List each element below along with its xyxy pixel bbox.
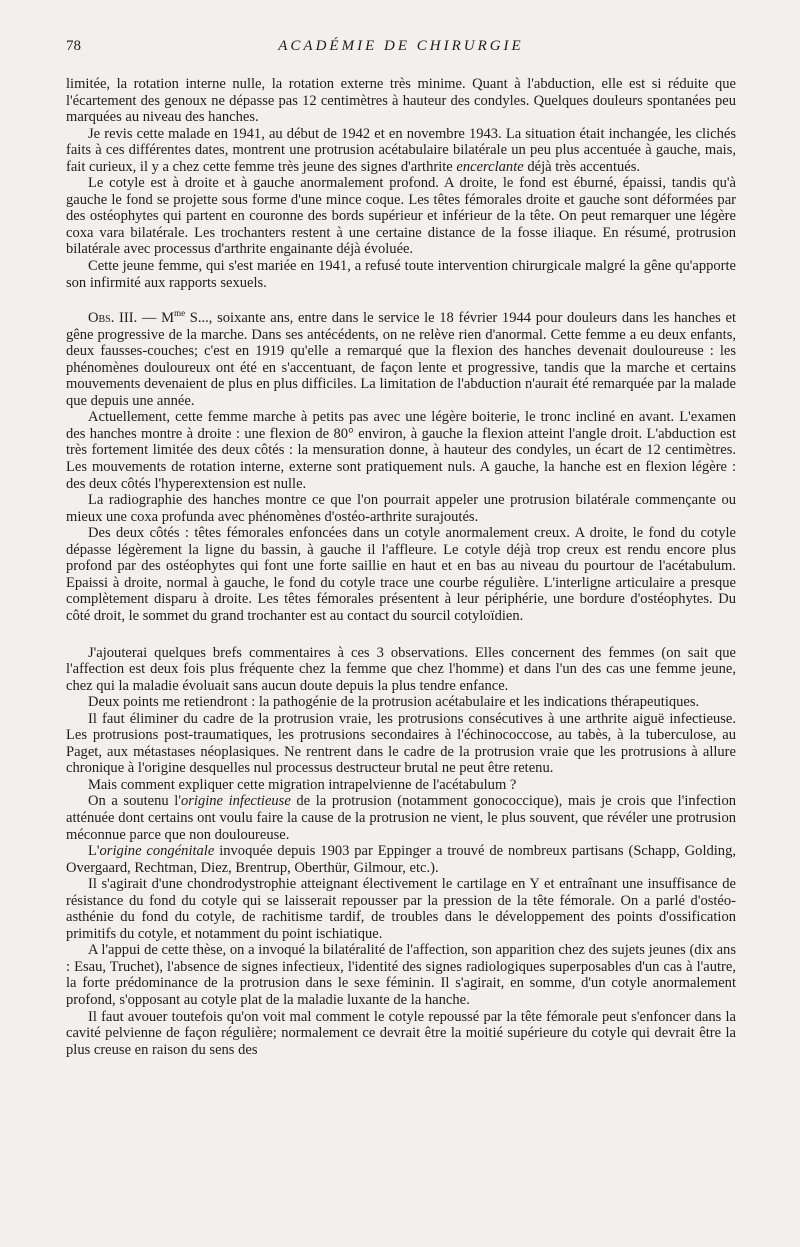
running-title: ACADÉMIE DE CHIRURGIE xyxy=(278,38,524,54)
paragraph-12: Mais comment expliquer cette migration intrapelvienne de l'acétabulum ? xyxy=(88,776,517,793)
obs-superscript: me xyxy=(174,308,186,319)
paragraph-8: Des deux côtés : têtes fémorales enfoncées dans un cotyle anormalement creux. A droite, le fond du cotyle dépasse légèrement la ligne du bassin, à gauche il l'affleure. Le cotyle déjà trop creux est rendu encore plus profond par des ostéophytes qui font une forte saillie en haut et en bas au niveau du pourtour de l'acétabulum. Epaissi à droite, normal à gauche, le fond du cotyle trace une courbe régulière. L'interligne articulaire a presque complètement disparu à droite. Les têtes fémorales présentent à leur périphérie, une bordure d'ostéophytes. Du côté droit, le sommet du grand trochanter est au contact du sourcil cotyloïdien. xyxy=(66,525,736,624)
p13-text: de la protrusion (notamment gonococcique), mais je crois que l'infection atténuée dont certains ont voulu faire la cause de la protrusion ne vient, le plus souvent, que révéler une protrusion méconnue parce que non douloureuse. xyxy=(66,793,737,843)
p14-italic: origine congénitale xyxy=(99,843,215,860)
paragraph-11: Il faut éliminer du cadre de la protrusion vraie, les protrusions consécutives à une arthrite aiguë infectieuse. Les protrusions post-traumatiques, les protrusions secondaires à l'échinococcose, au tabès, à la tuberculose, au Paget, aux métastases néoplasiques. Ne rentrent dans le cadre de la protrusion vraie que les protrusions à allure chronique à l'origine desquelles nul processus destructeur brutal ne peut être retenu. xyxy=(66,710,736,777)
paragraph-15: Il s'agirait d'une chondrodystrophie atteignant électivement le cartilage en Y et entraînant une insuffisance de résistance du fond du cotyle qui se laisserait repousser par la pression de la tête fémorale. On a parlé d'ostéo-asthénie du fond du cotyle, de rachitisme tardif, de troubles dans le développement des points d'ossification primitifs du cotyle, et notamment du point ischiatique. xyxy=(66,876,736,942)
p13-lead: On a soutenu l' xyxy=(88,793,181,810)
p2-italic: encerclante xyxy=(456,158,524,175)
paragraph-14 xyxy=(66,843,736,876)
p2-tail: déjà très accentués. xyxy=(527,158,641,175)
p14-text: invoquée depuis 1903 par Eppinger a trouvé de nombreux partisans (Schapp, Golding, Overgaard, Rechtman, Diez, Brentrup, Oberthür, Gilmour, etc.). xyxy=(66,843,736,876)
observation-3-paragraph xyxy=(66,310,736,409)
paragraph-3: Le cotyle est à droite et à gauche anormalement profond. A droite, le fond est éburné, épaissi, tandis qu'à gauche le fond se projette sous forme d'une mince coque. Les têtes fémorales droite et gauche sont déformées par des ostéophytes qui partent en couronne des bords supérieur et inférieur de la tête. On peut remarquer une légère coxa vara bilatérale. Les trochanters restent à une certaine distance de la fosse iliaque. En résumé, protrusion bilatérale avec processus d'arthrite engainante déjà évoluée. xyxy=(66,175,736,258)
paragraph-1: limitée, la rotation interne nulle, la rotation externe très minime. Quant à l'abduction, elle est si réduite que l'écartement des genoux ne dépasse pas 12 centimètres à hauteur des condyles. Quelques douleurs spontanées peu marquées au niveau des hanches. xyxy=(66,76,736,126)
paragraph-2 xyxy=(66,126,736,176)
paragraph-6: Actuellement, cette femme marche à petits pas avec une légère boiterie, le tronc incliné en avant. L'examen des hanches montre à droite : une flexion de 80° environ, à gauche la flexion atteint l'angle droit. L'abduction est très fortement limitée des deux côtés : la mensuration donne, à hauteur des condyles, un écart de 12 centimètres. Les mouvements de rotation interne, externe sont pratiquement nuls. A gauche, la hanche est en flexion légère : des deux côtés l'hyperextension est nulle. xyxy=(66,409,736,492)
paragraph-4: Cette jeune femme, qui s'est mariée en 1941, a refusé toute intervention chirurgicale malgré la gêne qu'apporte son infirmité aux rapports sexuels. xyxy=(66,258,736,291)
paragraph-9: J'ajouterai quelques brefs commentaires à ces 3 observations. Elles concernent des femmes (on sait que l'affection est deux fois plus fréquente chez la femme que chez l'homme) et dans l'un des cas une femme jeune, chez qui la maladie évoluait sans aucun doute depuis la plus tendre enfance. xyxy=(66,644,736,694)
observation-label: Obs. III. xyxy=(88,310,138,327)
obs-dash: — M xyxy=(141,310,175,327)
obs-text: S..., soixante ans, entre dans le service le 18 février 1944 pour douleurs dans les hanches et gêne progressive de la marche. Dans ses antécédents, on ne relève rien d'anormal. Cette femme a eu deux enfants, deux fausses-couches; c'est en 1919 qu'elle a remarqué que la flexion des hanches devenait douloureuse : les phénomènes douloureux ont été en s'accentuant, de façon lente et progressive, tandis que la marche et certains mouvements devenaient de plus en plus difficiles. La limitation de l'abduction n'aurait été remarquée par la malade que depuis une année. xyxy=(66,310,737,409)
paragraph-7: La radiographie des hanches montre ce que l'on pourrait appeler une protrusion bilatérale commençante ou mieux une coxa profunda avec phénomènes d'ostéo-arthrite surajoutés. xyxy=(66,492,736,525)
p14-lead: L' xyxy=(88,843,100,860)
page-header xyxy=(66,38,736,64)
paragraph-13 xyxy=(66,793,736,843)
page-number: 78 xyxy=(66,38,81,54)
paragraph-10: Deux points me retiendront : la pathogénie de la protrusion acétabulaire et les indications thérapeutiques. xyxy=(88,694,700,711)
p13-italic: origine infectieuse xyxy=(180,793,291,810)
article-body xyxy=(66,76,736,1058)
paragraph-17: Il faut avouer toutefois qu'on voit mal comment le cotyle repoussé par la tête fémorale peut s'enfoncer dans la cavité pelvienne de façon régulière; normalement ce devrait être la moitié supérieure du cotyle qui devrait être la plus creuse en raison du sens des xyxy=(66,1008,736,1058)
p2-text: Je revis cette malade en 1941, au début de 1942 et en novembre 1943. La situation était inchangée, les clichés faits à ces différentes dates, montrent une protrusion acétabulaire bilatérale un peu plus accentuée à gauche, mais, fait curieux, il y a chez cette femme très jeune des signes d'arthrite xyxy=(66,125,736,175)
paragraph-16: A l'appui de cette thèse, on a invoqué la bilatéralité de l'affection, son apparition chez des sujets jeunes (dix ans : Esau, Truchet), l'absence de signes infectieux, l'identité des signes radiologiques superposables d'un cas à l'autre, la forte prédominance de la protrusion dans le sexe féminin. Il s'agirait, en somme, d'un cotyle anormalement profond, s'opposant au cotyle plat de la maladie luxante de la hanche. xyxy=(66,942,736,1008)
